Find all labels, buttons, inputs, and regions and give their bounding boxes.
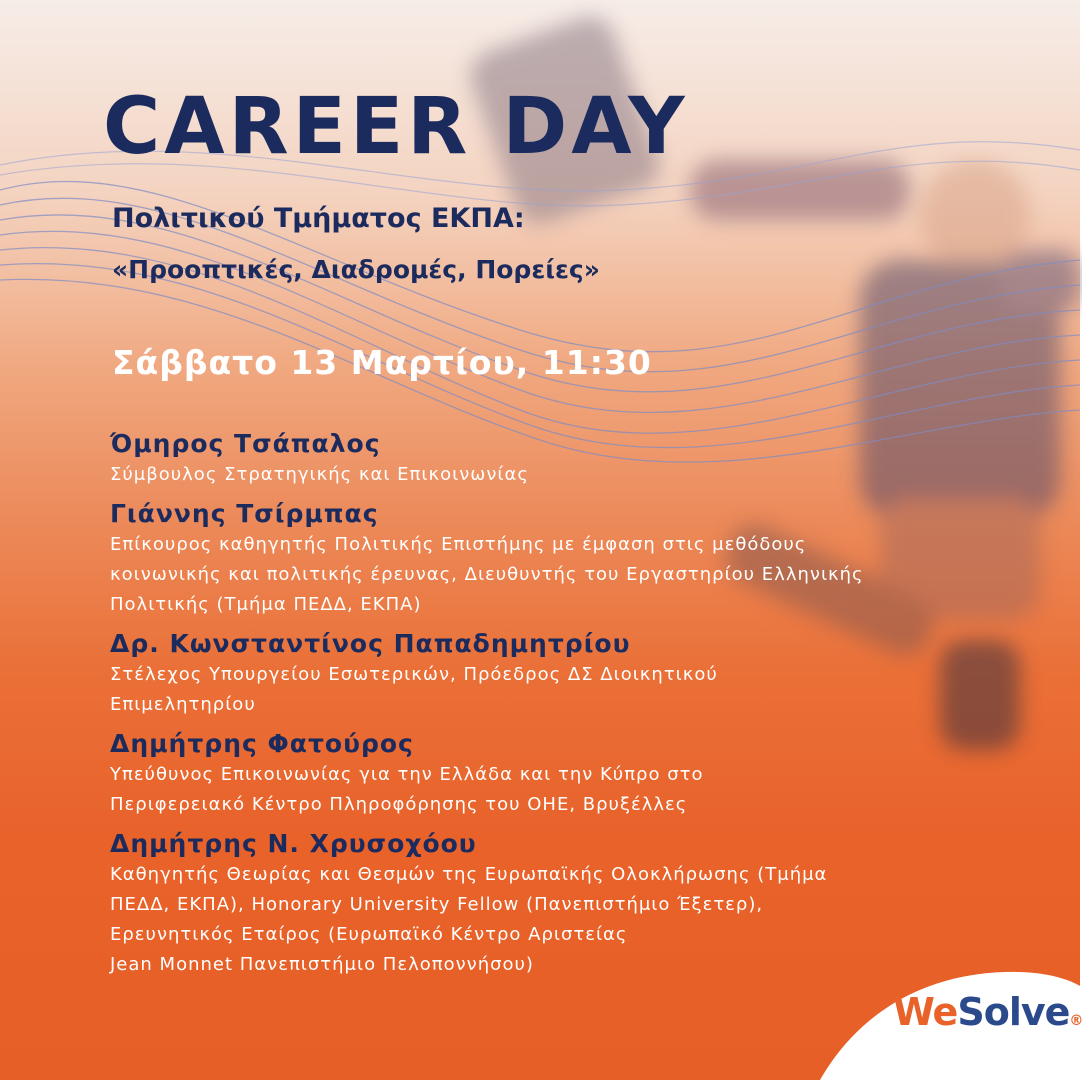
speaker-role: Περιφερειακό Κέντρο Πληροφόρησης του ΟΗΕ, Βρυξέλλες — [110, 794, 688, 815]
speaker-role: κοινωνικής και πολιτικής έρευνας, Διευθυντής του Εργαστηρίου Ελληνικής — [110, 564, 864, 585]
speaker-role: Ερευνητικός Εταίρος (Ευρωπαϊκό Κέντρο Αριστείας — [110, 924, 628, 945]
speaker-role: Καθηγητής Θεωρίας και Θεσμών της Ευρωπαϊκής Ολοκλήρωσης (Τμήμα — [110, 864, 828, 885]
speaker-item — [110, 628, 970, 720]
speaker-list — [110, 428, 970, 988]
event-date: Σάββατο 13 Μαρτίου, 11:30 — [112, 343, 652, 382]
wesolve-logo — [893, 990, 1082, 1034]
speaker-item — [110, 728, 970, 820]
speaker-name: Όμηρος Τσάπαλος — [110, 429, 381, 458]
event-subtitle: Πολιτικού Τμήματος ΕΚΠΑ: — [112, 203, 525, 234]
speaker-name: Δημήτρης Ν. Χρυσοχόου — [110, 829, 477, 858]
speaker-role: Επιμελητηρίου — [110, 694, 256, 715]
speaker-role: Στέλεχος Υπουργείου Εσωτερικών, Πρόεδρος ΔΣ Διοικητικού — [110, 664, 718, 685]
speaker-role: Υπεύθυνος Επικοινωνίας για την Ελλάδα και την Κύπρο στο — [110, 764, 704, 785]
logo-text-solve: Solve — [957, 990, 1070, 1034]
speaker-role: Σύμβουλος Στρατηγικής και Επικοινωνίας — [110, 464, 529, 485]
speaker-item — [110, 428, 970, 490]
speaker-role: ΠΕΔΔ, ΕΚΠΑ), Honorary University Fellow (Πανεπιστήμιο Έξετερ), — [110, 894, 764, 915]
logo-text-we: We — [893, 990, 958, 1034]
speaker-role: Jean Monnet Πανεπιστήμιο Πελοποννήσου) — [110, 954, 534, 975]
speaker-name: Δρ. Κωνσταντίνος Παπαδημητρίου — [110, 629, 631, 658]
logo-registered-mark: ® — [1069, 1013, 1082, 1029]
speaker-role: Πολιτικής (Τμήμα ΠΕΔΔ, ΕΚΠΑ) — [110, 594, 422, 615]
speaker-name: Γιάννης Τσίρμπας — [110, 499, 379, 528]
event-theme: «Προοπτικές, Διαδρομές, Πορείες» — [112, 255, 600, 284]
speaker-item — [110, 498, 970, 620]
speaker-role: Επίκουρος καθηγητής Πολιτικής Επιστήμης με έμφαση στις μεθόδους — [110, 534, 807, 555]
event-title: CAREER DAY — [103, 82, 689, 172]
speaker-name: Δημήτρης Φατούρος — [110, 729, 414, 758]
